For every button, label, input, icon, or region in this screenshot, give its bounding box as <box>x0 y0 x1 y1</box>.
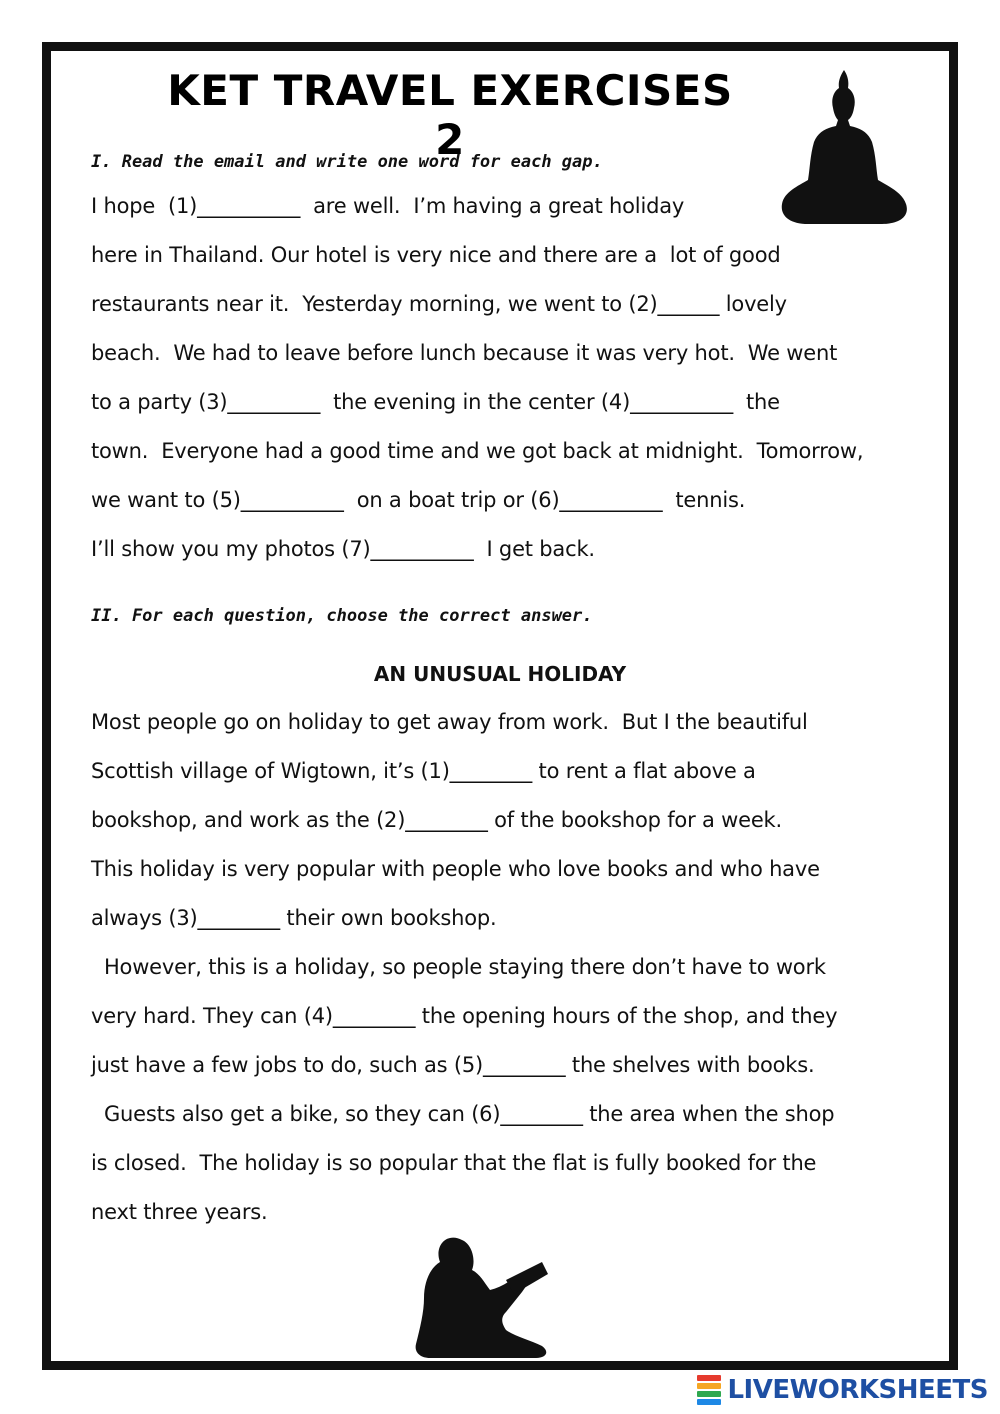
email-line: to a party (3)_________ the evening in the center (4)__________ the <box>91 390 780 414</box>
email-line: here in Thailand. Our hotel is very nice and there are a lot of good <box>91 243 781 267</box>
logo-bar <box>697 1383 721 1389</box>
logo-bar <box>697 1391 721 1397</box>
story-line: always (3)________ their own bookshop. <box>91 906 497 930</box>
liveworksheets-wordmark: LIVEWORKSHEETS <box>727 1375 988 1405</box>
story-line: Scottish village of Wigtown, it’s (1)________ to rent a flat above a <box>91 759 756 783</box>
story-line: very hard. They can (4)________ the opening hours of the shop, and they <box>91 1004 838 1028</box>
story-line: Guests also get a bike, so they can (6)________ the area when the shop <box>91 1102 835 1126</box>
section2-instruction: II. For each question, choose the correct answer. <box>91 606 593 626</box>
worksheet-title: KET TRAVEL EXERCISES 2 <box>167 66 733 164</box>
story-line: bookshop, and work as the (2)________ of the bookshop for a week. <box>91 808 782 832</box>
email-line: we want to (5)__________ on a boat trip or (6)__________ tennis. <box>91 488 746 512</box>
story-line: However, this is a holiday, so people staying there don’t have to work <box>91 955 826 979</box>
email-line: I’ll show you my photos (7)__________ I get back. <box>91 537 595 561</box>
liveworksheets-brand <box>697 1372 988 1408</box>
liveworksheets-logo-icon <box>697 1375 721 1405</box>
email-line: I hope (1)__________ are well. I’m having a great holiday <box>91 194 685 218</box>
email-line: town. Everyone had a good time and we got back at midnight. Tomorrow, <box>91 439 864 463</box>
logo-bar <box>697 1375 721 1381</box>
section1-instruction: I. Read the email and write one word for each gap. <box>91 152 603 172</box>
story-line: is closed. The holiday is so popular that the flat is fully booked for the <box>91 1151 817 1175</box>
email-line: restaurants near it. Yesterday morning, we went to (2)______ lovely <box>91 292 787 316</box>
story-line: Most people go on holiday to get away from work. But I the beautiful <box>91 710 808 734</box>
child-reading-silhouette-icon <box>410 1232 560 1362</box>
story-heading: AN UNUSUAL HOLIDAY <box>373 662 627 686</box>
story-line: This holiday is very popular with people who love books and who have <box>91 857 820 881</box>
logo-bar <box>697 1399 721 1405</box>
story-line: just have a few jobs to do, such as (5)________ the shelves with books. <box>91 1053 815 1077</box>
buddha-silhouette-icon <box>778 68 910 228</box>
story-line: next three years. <box>91 1200 268 1224</box>
email-line: beach. We had to leave before lunch because it was very hot. We went <box>91 341 838 365</box>
